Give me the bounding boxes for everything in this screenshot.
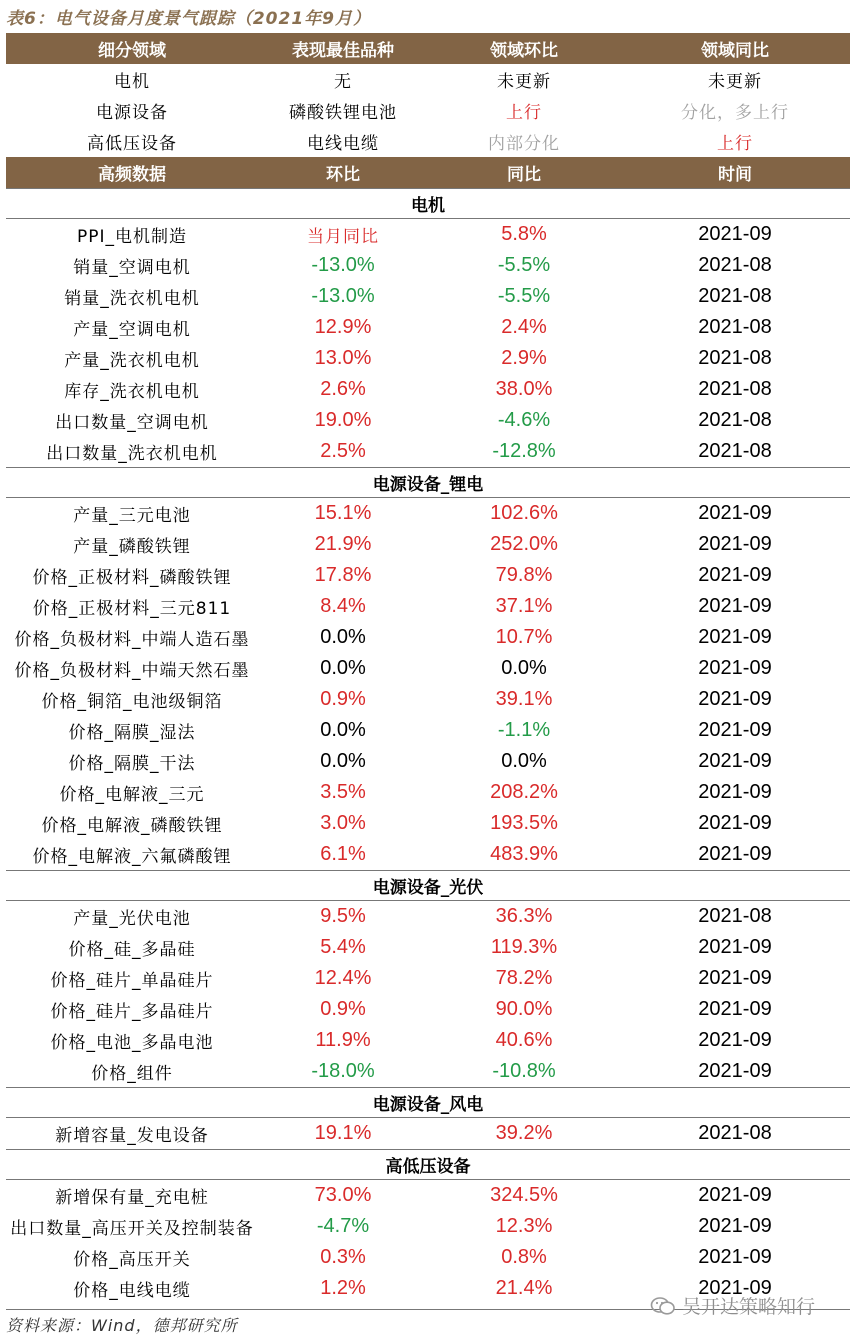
mom-value: 6.1% (320, 843, 366, 865)
indicator-label: 价格_电线电缆 (73, 1281, 191, 1301)
time-value: 2021-09 (698, 1246, 772, 1268)
time-value: 2021-09 (698, 1184, 772, 1206)
yoy-value: 79.8% (495, 564, 553, 586)
indicator-label: 新增容量_发电设备 (55, 1126, 209, 1146)
time-value: 2021-08 (698, 409, 772, 431)
source-note: 资料来源：Wind，德邦研究所 (6, 1316, 238, 1335)
yoy-value: 5.8% (501, 223, 547, 245)
yoy-value: 252.0% (490, 533, 558, 555)
mom-value: 21.9% (314, 533, 372, 555)
category-row (6, 95, 850, 126)
indicator-label: 产量_磷酸铁锂 (73, 537, 191, 557)
time-value: 2021-09 (698, 967, 772, 989)
header-cell: 环比 (326, 165, 360, 185)
mom-value: 2.5% (320, 440, 366, 462)
mom-value: 0.9% (320, 998, 366, 1020)
yoy-value: -5.5% (497, 254, 551, 276)
mom-value: 当月同比 (307, 227, 379, 247)
indicator-sections (6, 188, 850, 1304)
segment-yoy: 未更新 (708, 72, 762, 92)
time-value: 2021-09 (698, 750, 772, 772)
yoy-value: 21.4% (495, 1277, 553, 1299)
header-cell: 高频数据 (98, 165, 166, 185)
mom-value: 0.0% (320, 719, 366, 741)
header-cell: 领域同比 (701, 41, 769, 61)
yoy-value: 10.7% (495, 626, 553, 648)
table-row (6, 994, 850, 1025)
table-row (6, 653, 850, 684)
header-cell: 时间 (718, 165, 752, 185)
category-row (6, 126, 850, 157)
table-row (6, 715, 850, 746)
mom-value: 12.9% (314, 316, 372, 338)
yoy-value: 36.3% (495, 905, 553, 927)
mom-value: 3.0% (320, 812, 366, 834)
mom-value: -13.0% (311, 285, 375, 307)
indicator-label: 产量_三元电池 (73, 506, 191, 526)
yoy-value: 193.5% (490, 812, 558, 834)
indicator-label: 价格_正极材料_磷酸铁锂 (32, 568, 232, 588)
indicator-label: 销量_洗衣机电机 (64, 289, 200, 309)
yoy-value: 2.4% (501, 316, 547, 338)
indicator-label: 价格_电池_多晶电池 (50, 1033, 214, 1053)
mom-value: -4.7% (316, 1215, 370, 1237)
indicator-label: 价格_电解液_六氟磷酸锂 (32, 847, 232, 867)
table-row (6, 932, 850, 963)
time-value: 2021-08 (698, 378, 772, 400)
mom-value: 0.0% (320, 626, 366, 648)
mom-value: 19.0% (314, 409, 372, 431)
time-value: 2021-09 (698, 626, 772, 648)
indicator-label: 出口数量_高压开关及控制装备 (10, 1219, 254, 1239)
time-value: 2021-08 (698, 347, 772, 369)
yoy-value: 119.3% (490, 936, 558, 958)
section-heading: 高低压设备 (6, 1149, 850, 1180)
table-row (6, 281, 850, 312)
best-product: 电线电缆 (307, 134, 379, 154)
indicator-label: 价格_负极材料_中端天然石墨 (14, 661, 250, 681)
time-value: 2021-09 (698, 1215, 772, 1237)
yoy-value: 102.6% (490, 502, 558, 524)
table-row (6, 374, 850, 405)
table-row (6, 901, 850, 932)
best-product: 磷酸铁锂电池 (289, 103, 397, 123)
time-value: 2021-09 (698, 1029, 772, 1051)
indicator-label: 价格_硅_多晶硅 (68, 940, 196, 960)
indicator-label: 销量_空调电机 (73, 258, 191, 278)
header-cell: 细分领域 (98, 41, 166, 61)
yoy-value: 12.3% (495, 1215, 553, 1237)
indicator-label: 价格_负极材料_中端人造石墨 (14, 630, 250, 650)
segment-yoy: 分化，多上行 (681, 103, 789, 123)
time-value: 2021-08 (698, 905, 772, 927)
mom-value: -18.0% (311, 1060, 375, 1082)
category-name: 电机 (114, 72, 150, 92)
time-value: 2021-09 (698, 998, 772, 1020)
mom-value: 13.0% (314, 347, 372, 369)
category-row (6, 64, 850, 95)
indicator-label: PPI_电机制造 (76, 227, 188, 247)
header-row-indicators (6, 157, 850, 188)
yoy-value: -1.1% (497, 719, 551, 741)
table-row (6, 808, 850, 839)
time-value: 2021-09 (698, 223, 772, 245)
indicator-label: 价格_组件 (91, 1064, 173, 1084)
time-value: 2021-09 (698, 1060, 772, 1082)
mom-value: 12.4% (314, 967, 372, 989)
sentiment-table (6, 33, 850, 1304)
mom-value: 15.1% (314, 502, 372, 524)
time-value: 2021-09 (698, 719, 772, 741)
yoy-value: 39.2% (495, 1122, 553, 1144)
yoy-value: 208.2% (490, 781, 558, 803)
time-value: 2021-08 (698, 254, 772, 276)
section-heading: 电源设备_风电 (6, 1087, 850, 1118)
yoy-value: 324.5% (490, 1184, 558, 1206)
yoy-value: 78.2% (495, 967, 553, 989)
indicator-label: 价格_正极材料_三元811 (32, 599, 232, 619)
table-row (6, 591, 850, 622)
segment-mom: 内部分化 (488, 134, 560, 154)
yoy-value: 90.0% (495, 998, 553, 1020)
section-heading: 电源设备_锂电 (6, 467, 850, 498)
yoy-value: -12.8% (492, 440, 556, 462)
table-row (6, 529, 850, 560)
table-row (6, 963, 850, 994)
mom-value: 1.2% (320, 1277, 366, 1299)
category-name: 电源设备 (96, 103, 168, 123)
section-heading: 电源设备_光伏 (6, 870, 850, 901)
category-rows (6, 64, 850, 157)
indicator-label: 价格_隔膜_干法 (68, 754, 196, 774)
table-row (6, 777, 850, 808)
yoy-value: 39.1% (495, 688, 553, 710)
section-heading: 电机 (6, 188, 850, 219)
table-row (6, 746, 850, 777)
mom-value: 11.9% (315, 1029, 371, 1051)
time-value: 2021-09 (698, 595, 772, 617)
time-value: 2021-09 (698, 688, 772, 710)
indicator-label: 价格_电解液_磷酸铁锂 (41, 816, 223, 836)
indicator-label: 出口数量_空调电机 (55, 413, 209, 433)
category-name: 高低压设备 (87, 134, 177, 154)
segment-mom: 未更新 (497, 72, 551, 92)
mom-value: 0.0% (320, 750, 366, 772)
indicator-label: 出口数量_洗衣机电机 (46, 444, 218, 464)
time-value: 2021-09 (698, 843, 772, 865)
table-row (6, 1025, 850, 1056)
header-row-segments (6, 33, 850, 64)
wechat-icon (650, 1296, 676, 1316)
time-value: 2021-09 (698, 657, 772, 679)
yoy-value: 0.8% (501, 1246, 547, 1268)
watermark (650, 1292, 815, 1319)
indicator-label: 产量_洗衣机电机 (64, 351, 200, 371)
table-row (6, 560, 850, 591)
segment-yoy: 上行 (717, 134, 753, 154)
mom-value: 0.0% (320, 657, 366, 679)
mom-value: 9.5% (320, 905, 366, 927)
mom-value: 19.1% (314, 1122, 372, 1144)
best-product: 无 (334, 72, 352, 92)
indicator-label: 价格_隔膜_湿法 (68, 723, 196, 743)
mom-value: 73.0% (314, 1184, 372, 1206)
time-value: 2021-09 (698, 936, 772, 958)
table-row (6, 312, 850, 343)
segment-mom: 上行 (506, 103, 542, 123)
table-row (6, 219, 850, 250)
time-value: 2021-09 (698, 533, 772, 555)
indicator-label: 价格_硅片_单晶硅片 (50, 971, 214, 991)
indicator-label: 价格_高压开关 (73, 1250, 191, 1270)
yoy-value: 38.0% (495, 378, 553, 400)
yoy-value: 0.0% (501, 657, 547, 679)
mom-value: 17.8% (314, 564, 372, 586)
indicator-label: 价格_电解液_三元 (59, 785, 205, 805)
indicator-label: 产量_空调电机 (73, 320, 191, 340)
yoy-value: 2.9% (501, 347, 547, 369)
table-row (6, 1118, 850, 1149)
indicator-label: 库存_洗衣机电机 (64, 382, 200, 402)
time-value: 2021-09 (698, 781, 772, 803)
time-value: 2021-08 (698, 285, 772, 307)
time-value: 2021-08 (698, 440, 772, 462)
header-cell: 表现最佳品种 (292, 41, 394, 61)
mom-value: 0.3% (320, 1246, 366, 1268)
table-row (6, 1180, 850, 1211)
yoy-value: 483.9% (490, 843, 558, 865)
time-value: 2021-08 (698, 1122, 772, 1144)
yoy-value: 0.0% (501, 750, 547, 772)
time-value: 2021-09 (698, 502, 772, 524)
table-row (6, 343, 850, 374)
mom-value: 3.5% (320, 781, 366, 803)
table-title: 表6：电气设备月度景气跟踪（2021年9月） (6, 9, 371, 29)
table-row (6, 250, 850, 281)
table-row (6, 405, 850, 436)
table-row (6, 1056, 850, 1087)
indicator-label: 价格_铜箔_电池级铜箔 (41, 692, 223, 712)
indicator-label: 产量_光伏电池 (73, 909, 191, 929)
table-row (6, 498, 850, 529)
yoy-value: -5.5% (497, 285, 551, 307)
table-row (6, 839, 850, 870)
watermark-text: 吴开达策略知行 (682, 1296, 816, 1318)
header-cell: 领域环比 (490, 41, 558, 61)
time-value: 2021-09 (698, 1277, 772, 1299)
mom-value: 0.9% (320, 688, 366, 710)
yoy-value: 40.6% (495, 1029, 553, 1051)
table-row (6, 622, 850, 653)
table-row (6, 684, 850, 715)
table-row (6, 1242, 850, 1273)
indicator-label: 价格_硅片_多晶硅片 (50, 1002, 214, 1022)
yoy-value: -10.8% (492, 1060, 556, 1082)
mom-value: 2.6% (320, 378, 366, 400)
header-cell: 同比 (507, 165, 541, 185)
time-value: 2021-08 (698, 316, 772, 338)
indicator-label: 新增保有量_充电桩 (55, 1188, 209, 1208)
yoy-value: 37.1% (495, 595, 553, 617)
mom-value: -13.0% (311, 254, 375, 276)
time-value: 2021-09 (698, 812, 772, 834)
yoy-value: -4.6% (497, 409, 551, 431)
time-value: 2021-09 (698, 564, 772, 586)
table-row (6, 1211, 850, 1242)
table-row (6, 436, 850, 467)
mom-value: 5.4% (320, 936, 366, 958)
mom-value: 8.4% (320, 595, 366, 617)
